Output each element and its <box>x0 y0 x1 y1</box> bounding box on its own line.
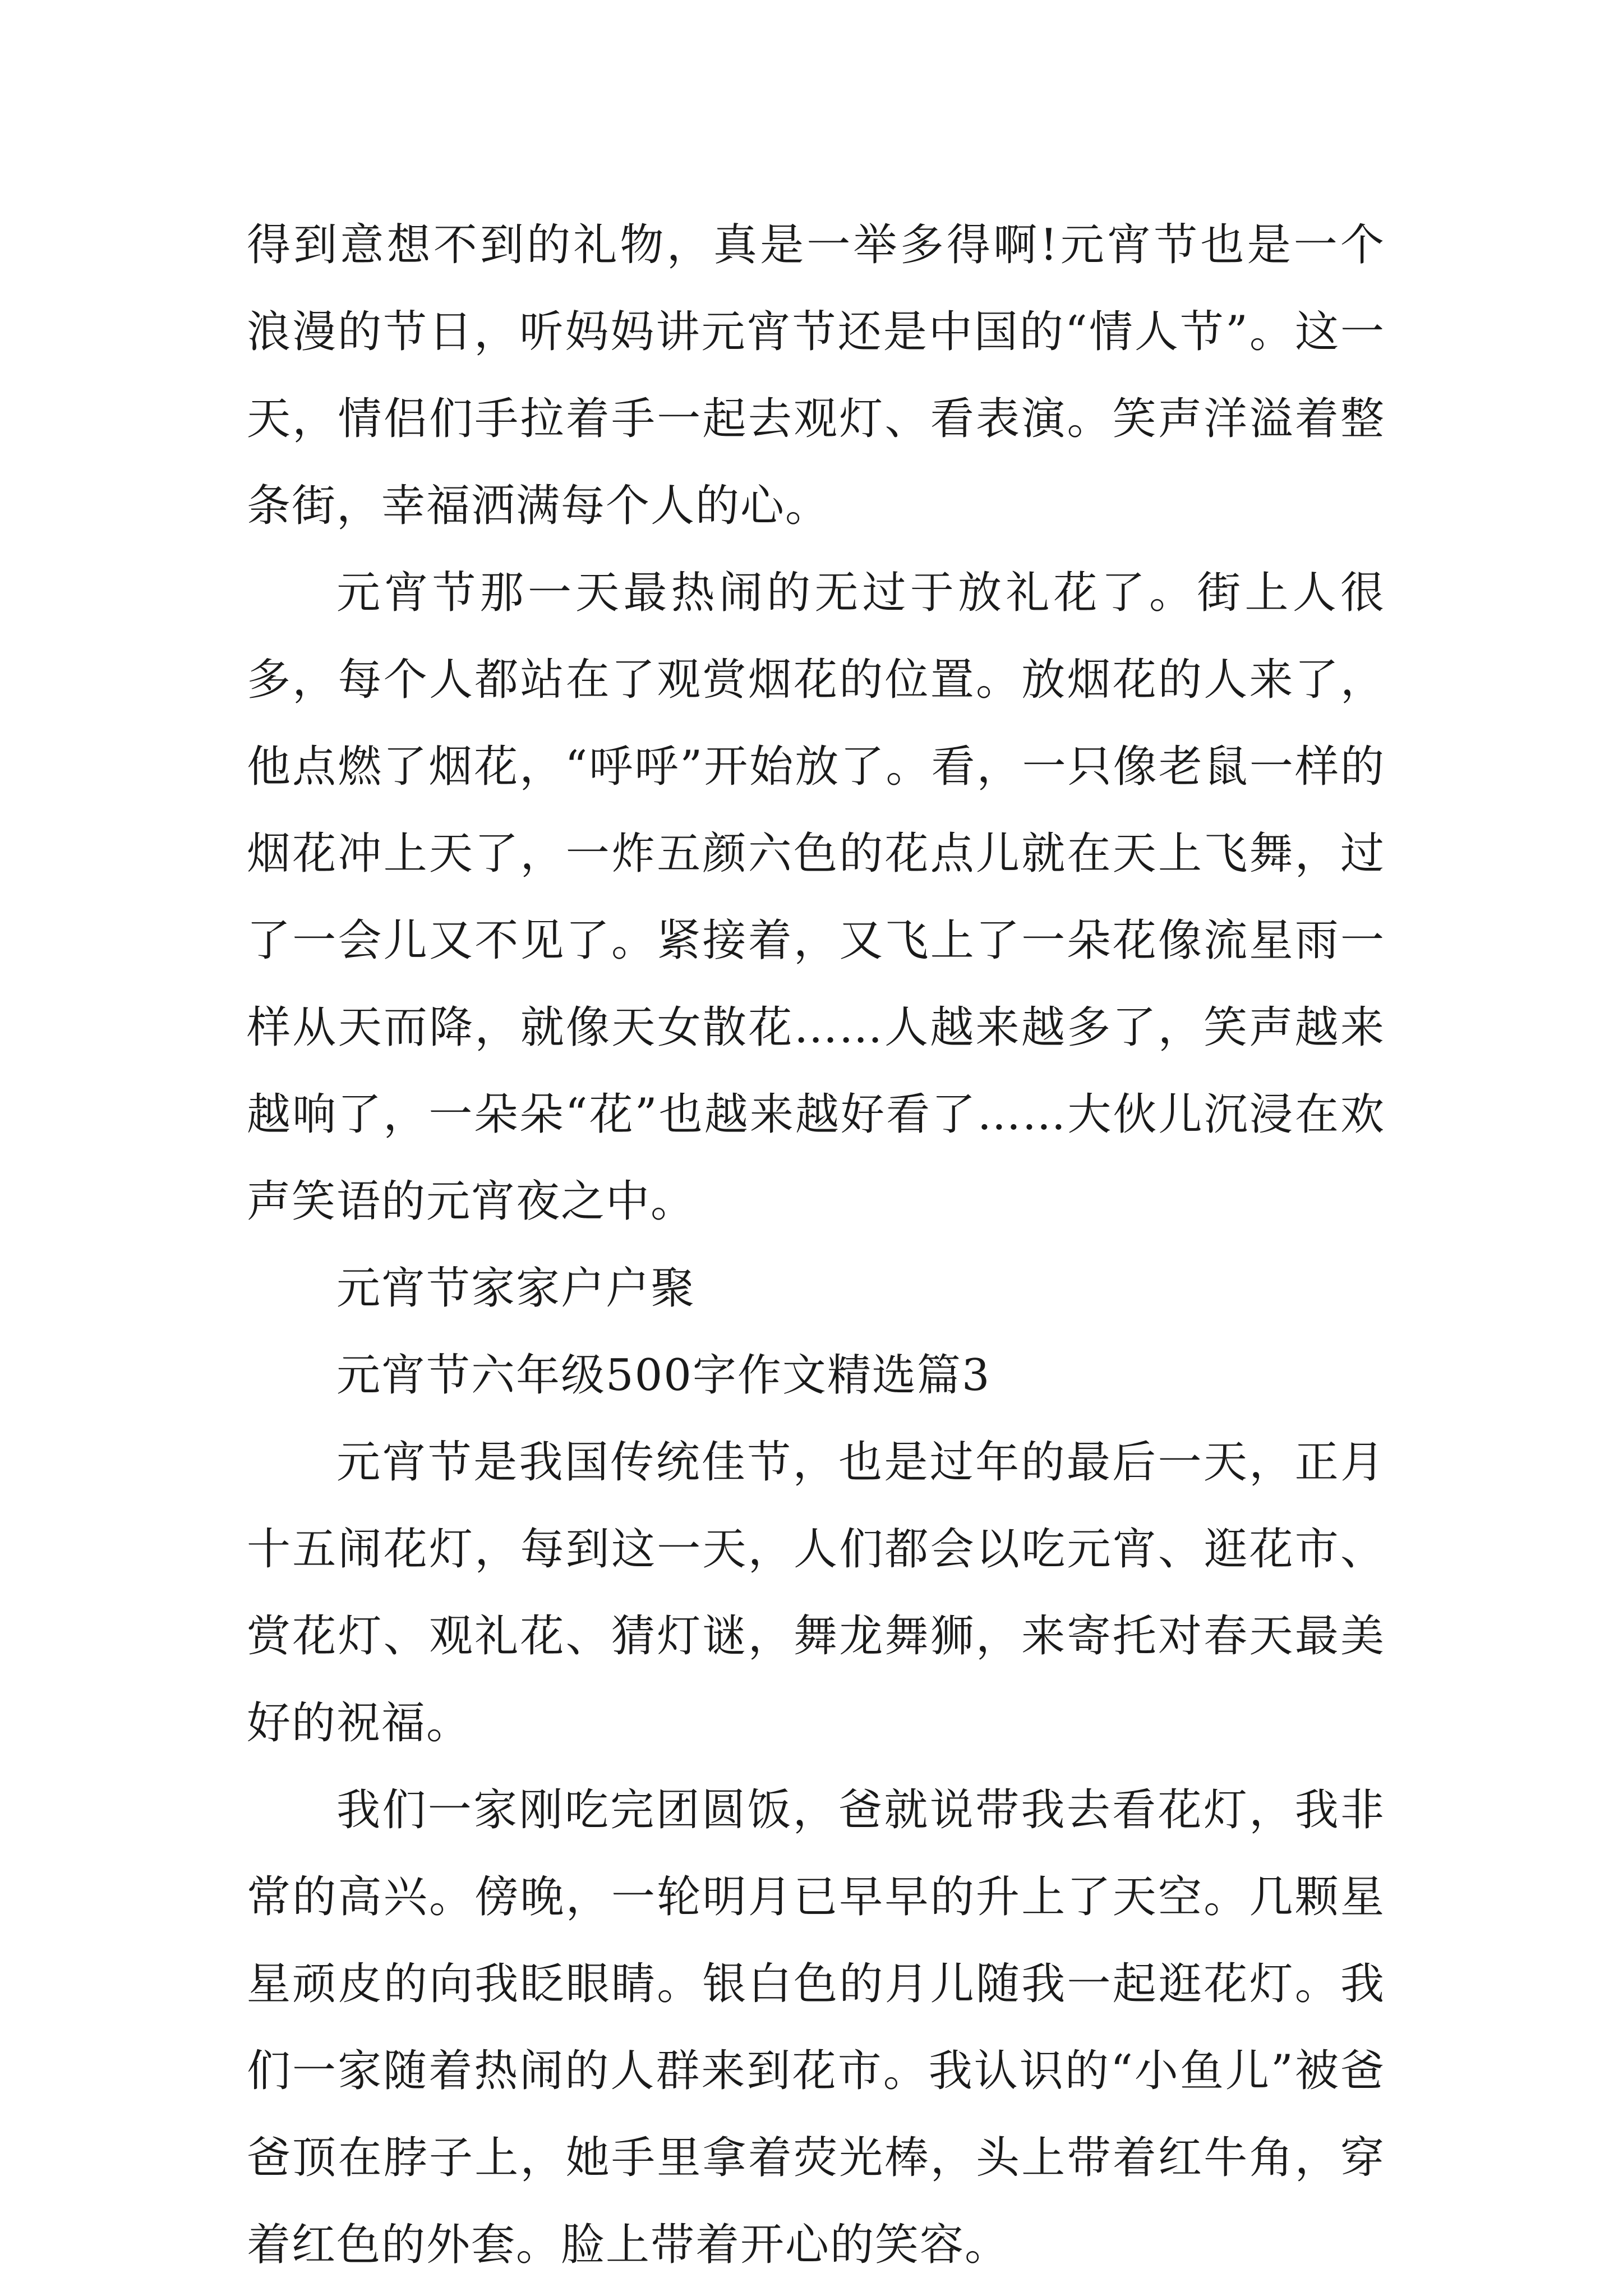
paragraph-5: 我们一家刚吃完团圆饭，爸就说带我去看花灯，我非常的高兴。傍晚，一轮明月已早早的升上了天空。几颗星星顽皮的向我眨眼睛。银白色的月儿随我一起逛花灯。我们一家随着热闹的人群来到花市。我认识的“小鱼儿”被爸爸顶在脖子上，她手里拿着荧光棒，头上带着红牛角，穿着红色的外套。脸上带着开心的笑容。 <box>247 1785 1385 2270</box>
paragraph-2: 元宵节那一天最热闹的无过于放礼花了。街上人很多，每个人都站在了观赏烟花的位置。放烟花的人来了，他点燃了烟花，“呼呼”开始放了。看，一只像老鼠一样的烟花冲上天了，一炸五颜六色的花点儿就在天上飞舞，过了一会儿又不见了。紧接着，又飞上了一朵花像流星雨一样从天而降，就像天女散花……人越来越多了，笑声越来越响了，一朵朵“花”也越来越好看了……大伙儿沉浸在欢声笑语的元宵夜之中。 <box>247 568 1385 1227</box>
paragraph-1: 得到意想不到的礼物，真是一举多得啊!元宵节也是一个浪漫的节日，听妈妈讲元宵节还是中国的“情人节”。这一天，情侣们手拉着手一起去观灯、看表演。笑声洋溢着整条街，幸福洒满每个人的心。 <box>247 220 1385 531</box>
paragraph-3: 元宵节家家户户聚 <box>336 1263 696 1314</box>
section-heading: 元宵节六年级500字作文精选篇3 <box>336 1350 991 1401</box>
paragraph-4: 元宵节是我国传统佳节，也是过年的最后一天，正月十五闹花灯，每到这一天，人们都会以吃元宵、逛花市、赏花灯、观礼花、猜灯谜，舞龙舞狮，来寄托对春天最美好的祝福。 <box>247 1437 1385 1749</box>
document-body <box>247 202 1385 2289</box>
